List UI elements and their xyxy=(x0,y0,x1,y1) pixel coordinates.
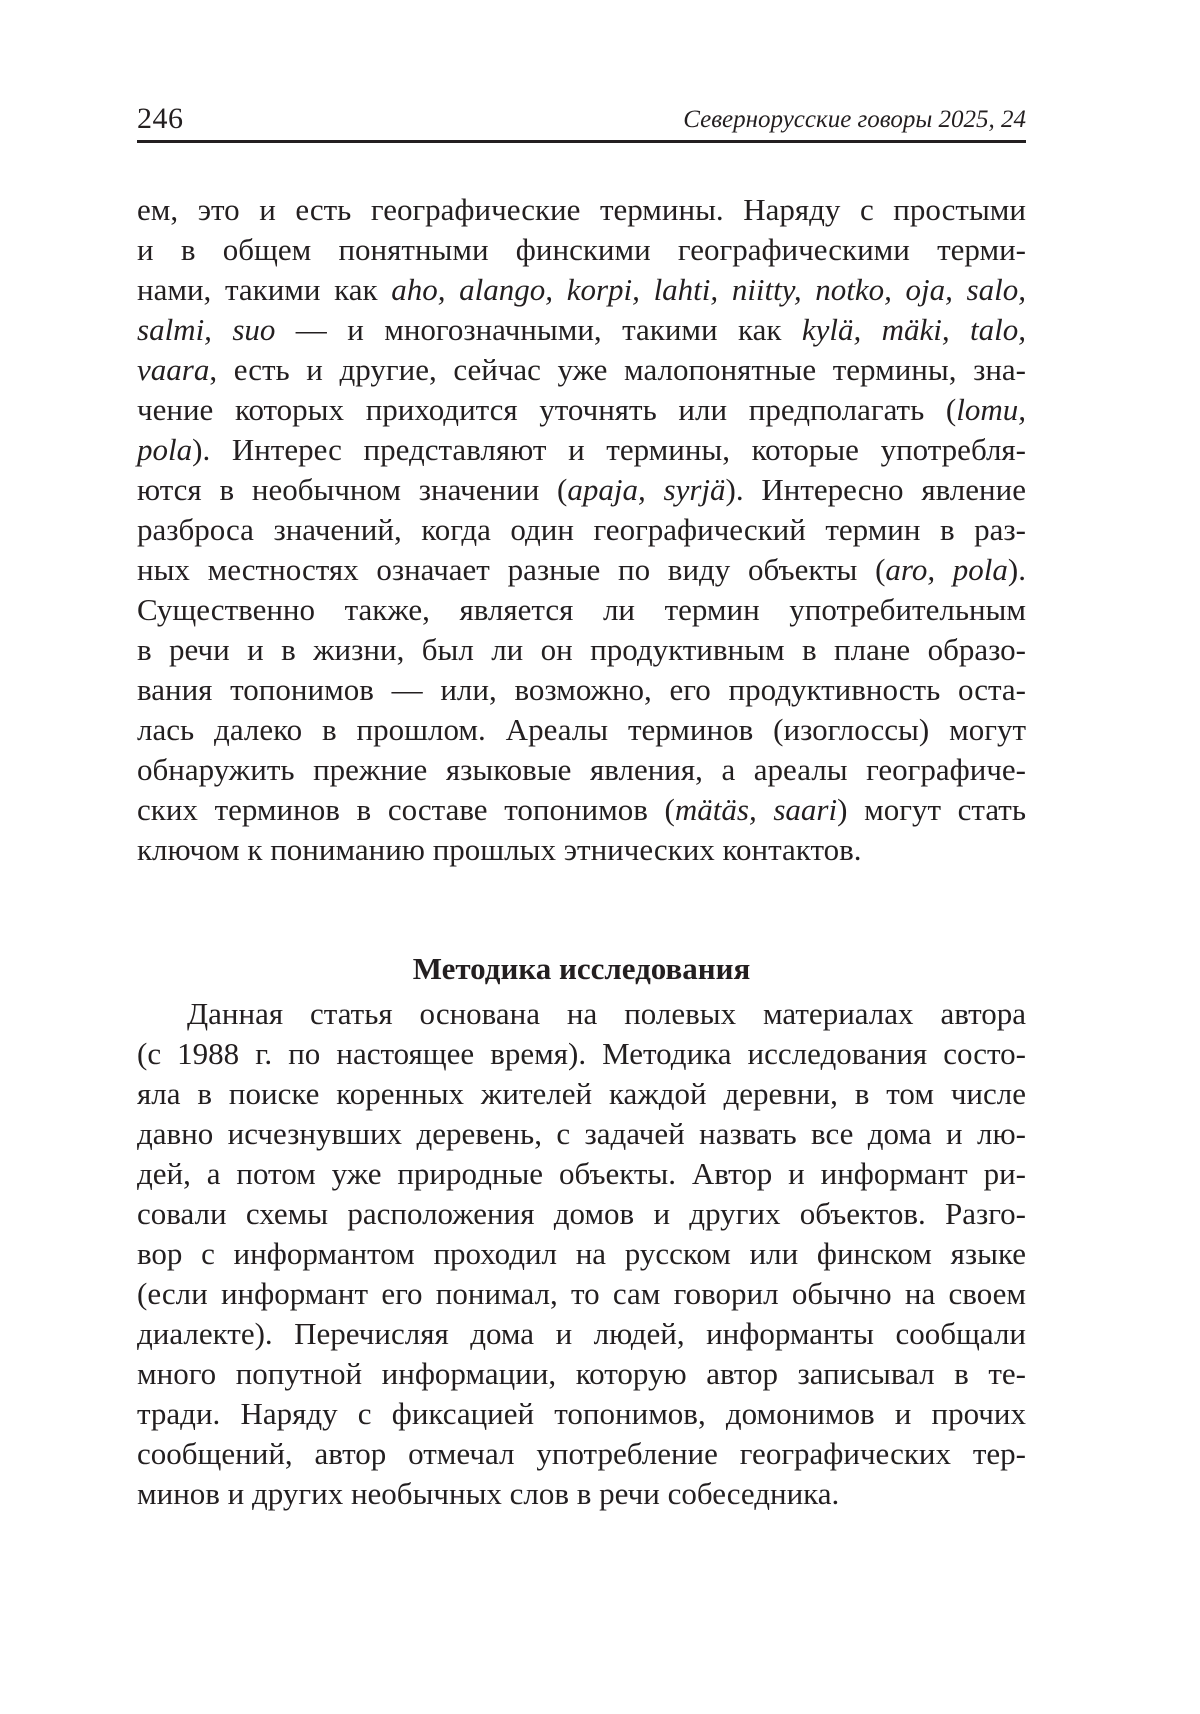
text-segment: в речи и в жизни, был ли он продуктивным в плане образо- xyxy=(137,632,1026,667)
italic-term: salmi, suo xyxy=(137,312,276,347)
text-segment: и в общем понятными финскими географическими терми- xyxy=(137,232,1026,267)
italic-term: aho, alango, korpi, lahti, niitty, notko, oja, salo, xyxy=(391,272,1026,307)
text-line xyxy=(137,1274,1026,1314)
text-segment: много попутной информации, которую автор записывал в те- xyxy=(137,1356,1026,1391)
text-line xyxy=(137,1314,1026,1354)
text-line xyxy=(137,390,1026,430)
italic-term: vaara xyxy=(137,352,210,387)
text-segment: сообщений, автор отмечал употребление географических тер- xyxy=(137,1436,1026,1471)
text-line xyxy=(137,1474,1026,1514)
italic-term: aro, pola xyxy=(885,552,1008,587)
text-line xyxy=(137,710,1026,750)
text-segment: обнаружить прежние языковые явления, а ареалы географиче- xyxy=(137,752,1026,787)
text-line xyxy=(137,590,1026,630)
text-segment: вор с информантом проходил на русском или финском языке xyxy=(137,1236,1026,1271)
page xyxy=(137,100,1026,1514)
text-segment: ются в необычном значении ( xyxy=(137,472,568,507)
text-line xyxy=(137,310,1026,350)
text-segment: совали схемы расположения домов и других объектов. Разго- xyxy=(137,1196,1026,1231)
paragraph-methodology xyxy=(137,994,1026,1514)
text-line xyxy=(137,1354,1026,1394)
text-segment: ) могут стать xyxy=(837,792,1026,827)
text-segment: Существенно также, является ли термин употребительным xyxy=(137,592,1026,627)
text-segment: давно исчезнувших деревень, с задачей назвать все дома и лю- xyxy=(137,1116,1026,1151)
text-segment: нами, такими как xyxy=(137,272,392,307)
text-segment: диалекте). Перечисляя дома и людей, информанты сообщали xyxy=(137,1316,1026,1351)
text-line xyxy=(137,630,1026,670)
text-segment: , есть и другие, сейчас уже малопонятные термины, зна- xyxy=(209,352,1026,387)
text-segment: минов и других необычных слов в речи собеседника. xyxy=(137,1476,840,1511)
text-segment: ных местностях означает разные по виду объекты ( xyxy=(137,552,886,587)
text-line xyxy=(137,470,1026,510)
italic-term: pola xyxy=(137,432,193,467)
text-segment: ). xyxy=(1007,552,1026,587)
italic-term: mätäs, saari xyxy=(674,792,838,827)
text-line xyxy=(137,830,1026,870)
text-segment: ключом к пониманию прошлых этнических контактов. xyxy=(137,832,862,867)
text-line xyxy=(137,670,1026,710)
text-line xyxy=(137,1154,1026,1194)
italic-term: lomu, xyxy=(956,392,1026,427)
text-line xyxy=(137,1034,1026,1074)
text-line xyxy=(137,1114,1026,1154)
text-line xyxy=(137,1434,1026,1474)
text-segment: разброса значений, когда один географический термин в раз- xyxy=(137,512,1026,547)
text-line xyxy=(137,1194,1026,1234)
section-heading: Методика исследования xyxy=(412,951,751,986)
text-line xyxy=(137,550,1026,590)
text-line xyxy=(137,1394,1026,1434)
text-line xyxy=(137,430,1026,470)
text-line xyxy=(137,1234,1026,1274)
text-line xyxy=(137,230,1026,270)
text-line xyxy=(137,510,1026,550)
text-line xyxy=(137,1074,1026,1114)
page-number: 246 xyxy=(137,102,184,135)
text-line xyxy=(137,190,1026,230)
text-segment: Данная статья основана на полевых материалах автора xyxy=(187,996,1026,1031)
running-title: Севернорусские говоры 2025, 24 xyxy=(683,106,1026,133)
text-segment: дей, а потом уже природные объекты. Автор и информант ри- xyxy=(137,1156,1026,1191)
italic-term: apaja, syrjä xyxy=(567,472,726,507)
text-line xyxy=(137,350,1026,390)
text-segment: (с 1988 г. по настоящее время). Методика исследования состо- xyxy=(137,1036,1026,1071)
running-header xyxy=(137,100,1026,143)
text-segment: (если информант его понимал, то сам говорил обычно на своем xyxy=(137,1276,1026,1311)
text-line xyxy=(137,790,1026,830)
text-line xyxy=(137,270,1026,310)
text-segment: лась далеко в прошлом. Ареалы терминов (изоглоссы) могут xyxy=(137,712,1026,747)
text-segment: — и многозначными, такими как xyxy=(275,312,802,347)
text-line xyxy=(137,750,1026,790)
text-segment: чение которых приходится уточнять или предполагать ( xyxy=(137,392,957,427)
text-segment: тради. Наряду с фиксацией топонимов, домонимов и прочих xyxy=(137,1396,1026,1431)
text-segment: ем, это и есть географические термины. Наряду с простыми xyxy=(137,192,1026,227)
text-segment: ). Интерес представляют и термины, которые употребля- xyxy=(192,432,1026,467)
italic-term: kylä, mäki, talo, xyxy=(801,312,1026,347)
text-segment: вания топонимов — или, возможно, его продуктивность оста- xyxy=(137,672,1026,707)
text-segment: яла в поиске коренных жителей каждой деревни, в том числе xyxy=(137,1076,1026,1111)
text-line xyxy=(137,994,1026,1034)
paragraph-intro xyxy=(137,190,1026,870)
text-segment: ских терминов в составе топонимов ( xyxy=(137,792,675,827)
text-segment: ). Интересно явление xyxy=(725,472,1026,507)
